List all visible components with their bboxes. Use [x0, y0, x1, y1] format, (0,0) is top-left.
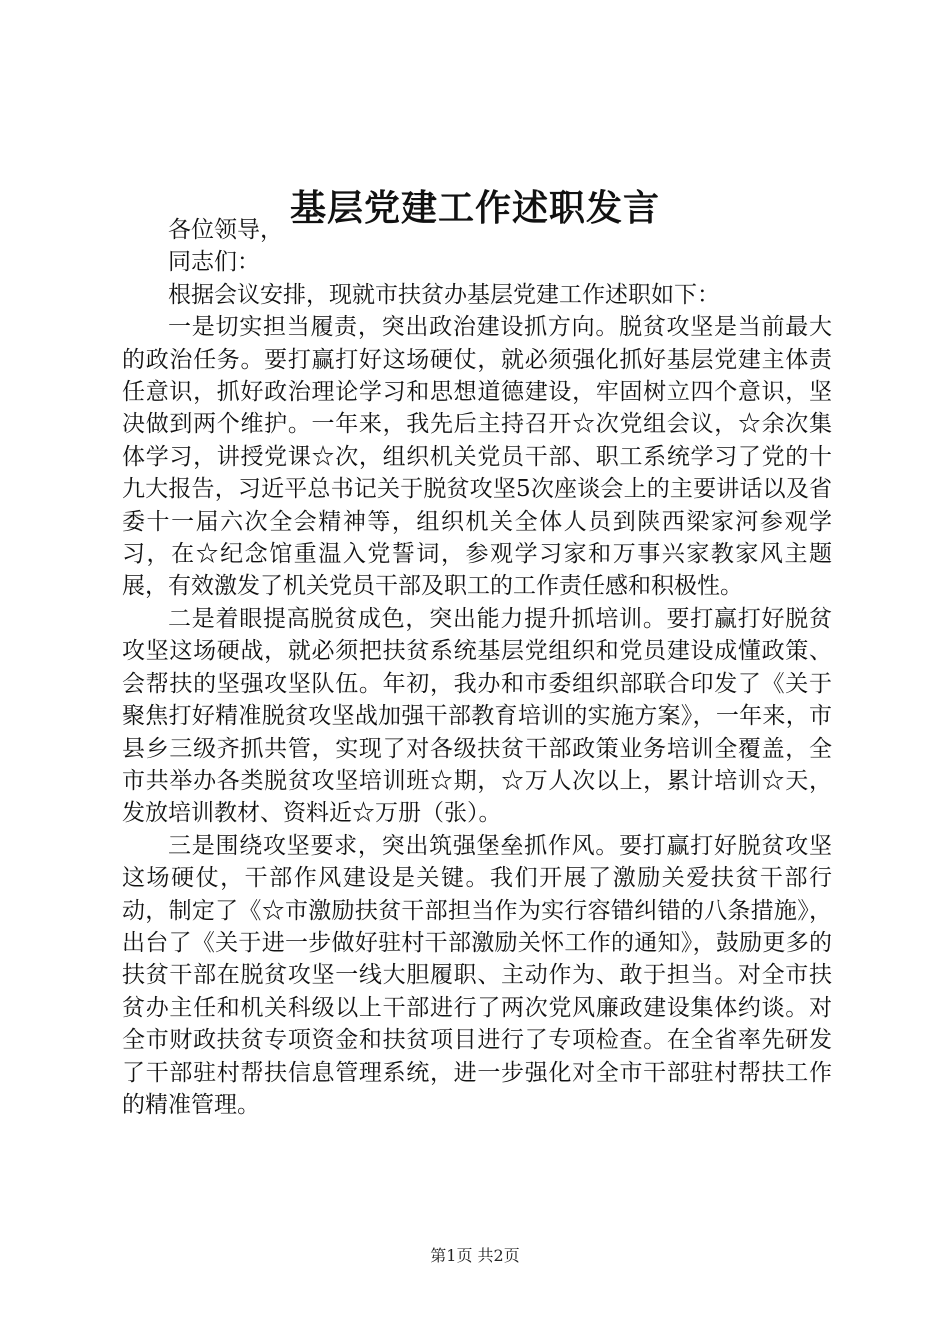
paragraph-training: 二是着眼提高脱贫成色，突出能力提升抓培训。要打赢打好脱贫攻坚这场硬战，就必须把扶贫系统基层党组织和党员建设成懂政策、会帮扶的坚强攻坚队伍。年初，我办和市委组织部联合印发了《关于聚焦打好精准脱贫攻坚战加强干部教育培训的实施方案》，一年来，市县乡三级齐抓共管，实现了对各级扶贫干部政策业务培训全覆盖，全市共举办各类脱贫攻坚培训班☆期，☆万人次以上，累计培训☆天，发放培训教材、资料近☆万册（张）。	[122, 605, 832, 827]
page-footer: 第1页 共2页	[430, 1246, 520, 1265]
salutation-leaders: 各位领导，	[168, 217, 283, 243]
paragraph-work-style: 三是围绕攻坚要求，突出筑强堡垒抓作风。要打赢打好脱贫攻坚这场硬仗，干部作风建设是关键。我们开展了激励关爱扶贫干部行动，制定了《☆市激励扶贫干部担当作为实行容错纠错的八条措施》，出台了《关于进一步做好驻村干部激励关怀工作的通知》，鼓励更多的扶贫干部在脱贫攻坚一线大胆履职、主动作为、敢于担当。对全市扶贫办主任和机关科级以上干部进行了两次党风廉政建设集体约谈。对全市财政扶贫专项资金和扶贫项目进行了专项检查。在全省率先研发了干部驻村帮扶信息管理系统，进一步强化对全市干部驻村帮扶工作的精准管理。	[122, 832, 832, 1118]
paragraph-political-building: 一是切实担当履责，突出政治建设抓方向。脱贫攻坚是当前最大的政治任务。要打赢打好这场硬仗，就必须强化抓好基层党建主体责任意识，抓好政治理论学习和思想道德建设，牢固树立四个意识，坚决做到两个维护。一年来，我先后主持召开☆次党组会议，☆余次集体学习，讲授党课☆次，组织机关党员干部、职工系统学习了党的十九大报告，习近平总书记关于脱贫攻坚5次座谈会上的主要讲话以及省委十一届六次全会精神等，组织机关全体人员到陕西梁家河参观学习，在☆纪念馆重温入党誓词，参观学习家和万事兴家教家风主题展，有效激发了机关党员干部及职工的工作责任感和积极性。	[122, 314, 832, 600]
document-title: 基层党建工作述职发言	[289, 187, 660, 229]
intro-paragraph: 根据会议安排，现就市扶贫办基层党建工作述职如下：	[168, 281, 720, 308]
salutation-comrades: 同志们：	[168, 249, 260, 276]
document-body	[122, 214, 832, 1121]
